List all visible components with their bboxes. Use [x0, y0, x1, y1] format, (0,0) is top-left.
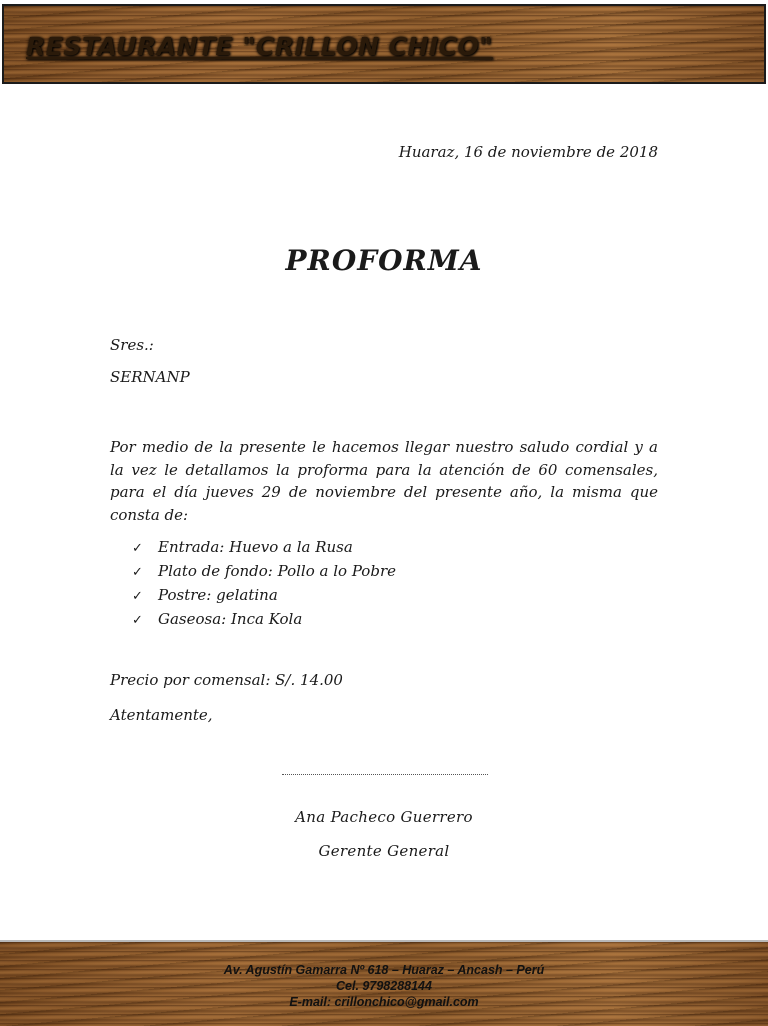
- document-title: PROFORMA: [285, 244, 483, 277]
- signer-role: Gerente General: [318, 842, 450, 860]
- header-banner: [2, 4, 766, 84]
- price-line: Precio por comensal: S/. 14.00: [110, 671, 343, 689]
- footer-contact: [0, 962, 768, 1010]
- check-icon: ✓: [132, 565, 143, 580]
- list-item: ✓ Entrada: Huevo a la Rusa: [132, 536, 396, 560]
- footer-email: E-mail: crillonchico@gmail.com: [289, 995, 479, 1009]
- restaurant-name: RESTAURANTE "CRILLON CHICO": [26, 32, 493, 61]
- recipient: SERNANP: [110, 368, 190, 386]
- signer-name: Ana Pacheco Guerrero: [295, 808, 473, 826]
- list-item: ✓ Plato de fondo: Pollo a lo Pobre: [132, 560, 396, 584]
- check-icon: ✓: [132, 589, 143, 604]
- check-icon: ✓: [132, 613, 143, 628]
- letter-date: Huaraz, 16 de noviembre de 2018: [398, 143, 658, 161]
- closing: Atentamente,: [110, 706, 213, 724]
- salutation: Sres.:: [110, 336, 154, 354]
- letter-body: Por medio de la presente le hacemos llegar nuestro saludo cordial y a la vez le detallamos la proforma para la atención de 60 comensales, para el día jueves 29 de noviembre del presente año, la misma que consta de:: [110, 438, 658, 524]
- list-item: ✓ Postre: gelatina: [132, 584, 396, 608]
- menu-list: [132, 536, 396, 632]
- list-item: ✓ Gaseosa: Inca Kola: [132, 608, 396, 632]
- check-icon: ✓: [132, 541, 143, 556]
- signature-line: [282, 774, 488, 775]
- footer-phone: Cel. 9798288144: [336, 979, 432, 993]
- footer-address: Av. Agustín Gamarra Nº 618 – Huaraz – Ancash – Perú: [223, 963, 545, 977]
